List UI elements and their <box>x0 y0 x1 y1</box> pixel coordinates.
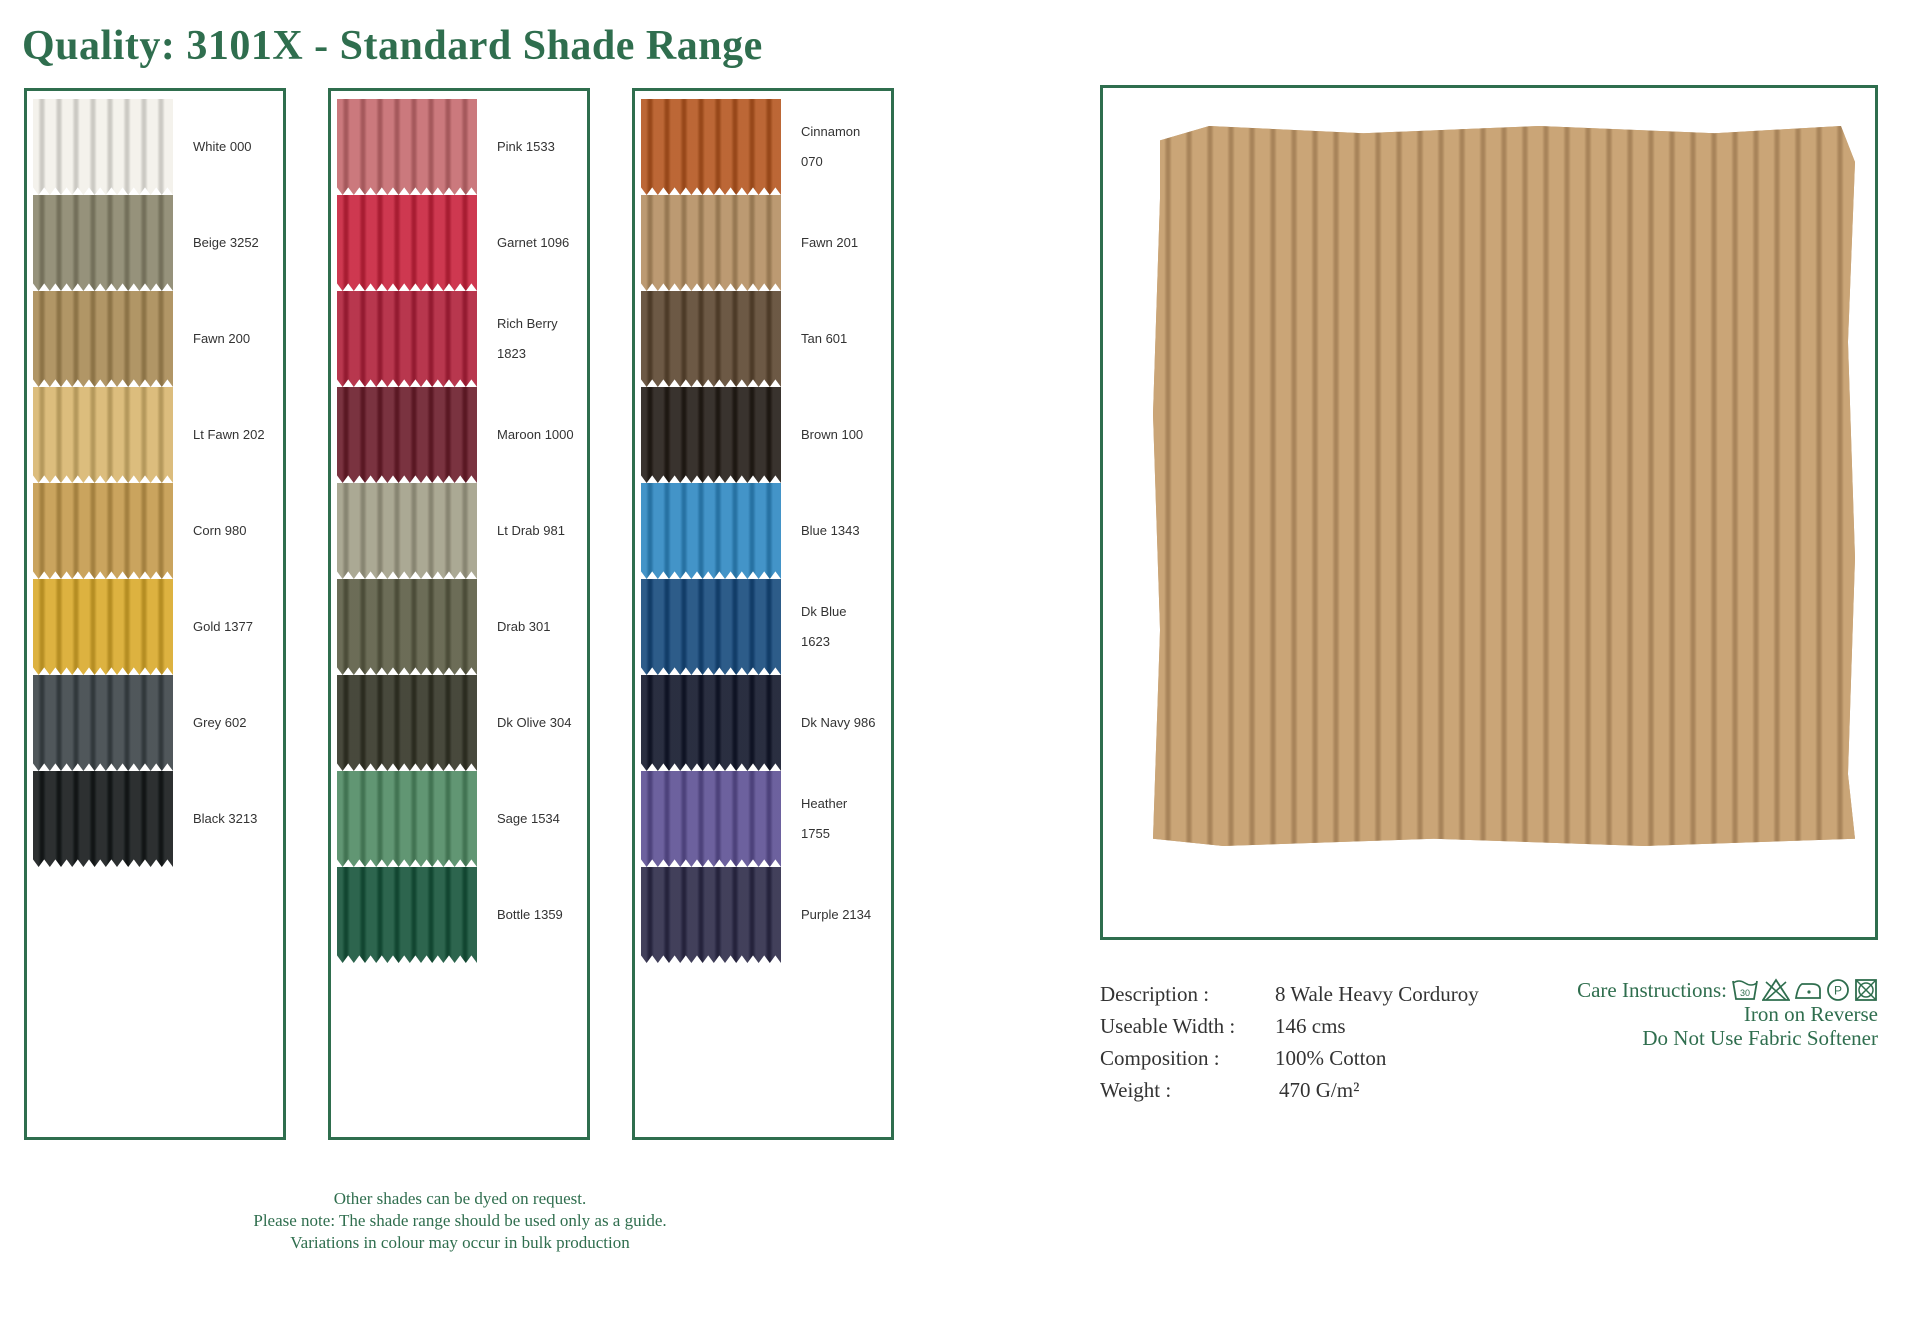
shade-swatch <box>33 387 173 483</box>
shade-swatch <box>33 579 173 675</box>
wash-temp: 30 <box>1739 988 1751 998</box>
shade-swatch <box>641 99 781 195</box>
shade-label: Brown 100 <box>801 427 864 442</box>
spec-key: Weight : <box>1100 1077 1172 1102</box>
shade-swatch <box>337 483 477 579</box>
shade-swatch <box>641 387 781 483</box>
shade-label-row <box>497 387 589 483</box>
swatch-column <box>33 99 175 867</box>
shade-label-row <box>801 675 893 771</box>
shade-swatch <box>33 291 173 387</box>
shade-swatch <box>33 675 173 771</box>
shade-label-row <box>193 195 285 291</box>
spec-key: Useable Width : <box>1100 1013 1236 1038</box>
shade-label: Dk Olive 304 <box>497 715 572 730</box>
shade-label-row <box>801 195 893 291</box>
shade-label: Fawn 200 <box>193 331 251 346</box>
featured-fabric-frame <box>1100 85 1878 940</box>
shade-label: Dk Navy 986 <box>801 715 876 730</box>
shade-label-row <box>497 291 589 387</box>
shade-swatch <box>641 771 781 867</box>
shade-swatch <box>337 195 477 291</box>
shade-swatch <box>641 579 781 675</box>
shade-label-row <box>801 483 893 579</box>
shade-panel-1 <box>24 88 286 1140</box>
shade-label-row <box>497 867 589 963</box>
shade-swatch <box>337 387 477 483</box>
shade-label-row <box>497 195 589 291</box>
shade-label-row <box>193 291 285 387</box>
shade-label-row <box>497 675 589 771</box>
shade-label: Gold 1377 <box>193 619 253 634</box>
shade-swatch <box>337 675 477 771</box>
shade-swatch <box>641 291 781 387</box>
shade-swatch <box>33 483 173 579</box>
care-instructions <box>1548 978 1878 1050</box>
iron-low-icon <box>1794 978 1822 1002</box>
shade-panel-3 <box>632 88 894 1140</box>
shade-label: Sage 1534 <box>497 811 560 826</box>
shade-label: White 000 <box>193 139 252 154</box>
shade-label: Beige 3252 <box>193 235 259 250</box>
shade-label-row <box>193 579 285 675</box>
swatch-column <box>641 99 783 963</box>
spec-row-composition <box>1100 1042 1479 1074</box>
shade-label: Rich Berry 1823 <box>497 316 558 361</box>
shade-label: Corn 980 <box>193 523 247 538</box>
shade-swatch <box>337 99 477 195</box>
shade-label: Fawn 201 <box>801 235 859 250</box>
footnote-line: Other shades can be dyed on request. <box>333 1189 587 1208</box>
care-header <box>1548 978 1878 1002</box>
shade-label: Pink 1533 <box>497 139 555 154</box>
shade-swatch <box>641 195 781 291</box>
shade-label: Garnet 1096 <box>497 235 570 250</box>
shade-label: Heather 1755 <box>801 796 848 841</box>
featured-fabric-swatch <box>1153 126 1855 846</box>
shade-label: Lt Drab 981 <box>497 523 565 538</box>
spec-row-weight <box>1100 1074 1479 1106</box>
care-line: Iron on Reverse <box>1743 1002 1878 1026</box>
spec-key: Composition : <box>1100 1045 1220 1070</box>
shade-label: Dk Blue 1623 <box>801 604 847 649</box>
shade-label-row <box>497 771 589 867</box>
shade-label: Purple 2134 <box>801 907 872 922</box>
shade-swatch <box>33 771 173 867</box>
shade-label-row <box>193 675 285 771</box>
swatch-column <box>337 99 479 963</box>
spec-value: 8 Wale Heavy Corduroy <box>1275 981 1479 1006</box>
shade-swatch <box>33 99 173 195</box>
footnote <box>150 1188 770 1254</box>
shade-label: Lt Fawn 202 <box>193 427 265 442</box>
page-title: Quality: 3101X - Standard Shade Range <box>22 23 763 69</box>
shade-swatch <box>641 483 781 579</box>
spec-row-description <box>1100 978 1479 1010</box>
shade-label: Grey 602 <box>193 715 247 730</box>
spec-row-width <box>1100 1010 1479 1042</box>
shade-label-row <box>193 771 285 867</box>
shade-label: Bottle 1359 <box>497 907 563 922</box>
shade-swatch <box>337 771 477 867</box>
spec-key: Description : <box>1100 981 1210 1006</box>
spec-value: 146 cms <box>1275 1013 1346 1038</box>
dry-clean-letter: P <box>1833 983 1843 998</box>
shade-swatch <box>641 675 781 771</box>
shade-label-row <box>801 579 893 675</box>
shade-swatch <box>337 291 477 387</box>
shade-label: Maroon 1000 <box>497 427 574 442</box>
label-column <box>497 99 589 963</box>
spec-value: 100% Cotton <box>1275 1045 1387 1070</box>
shade-label-row <box>801 99 893 195</box>
shade-label-row <box>801 387 893 483</box>
shade-label: Black 3213 <box>193 811 258 826</box>
care-label: Care Instructions: <box>1577 978 1727 1002</box>
footnote-line: Variations in colour may occur in bulk production <box>290 1233 630 1252</box>
shade-label: Blue 1343 <box>801 523 860 538</box>
shade-panel-2 <box>328 88 590 1140</box>
shade-label-row <box>193 99 285 195</box>
shade-label-row <box>497 483 589 579</box>
shade-label-row <box>801 867 893 963</box>
shade-label-row <box>497 579 589 675</box>
wash-30-icon <box>1732 978 1758 1002</box>
shade-swatch <box>337 579 477 675</box>
shade-swatch <box>337 867 477 963</box>
footnote-line: Please note: The shade range should be used only as a guide. <box>253 1211 667 1230</box>
label-column <box>193 99 285 867</box>
shade-label-row <box>801 291 893 387</box>
spec-table <box>1100 978 1479 1106</box>
shade-swatch <box>33 195 173 291</box>
care-line: Do Not Use Fabric Softener <box>1642 1026 1878 1050</box>
shade-swatch <box>641 867 781 963</box>
shade-label-row <box>801 771 893 867</box>
shade-label: Cinnamon 070 <box>801 124 861 169</box>
shade-label: Drab 301 <box>497 619 551 634</box>
no-bleach-icon <box>1762 978 1790 1002</box>
shade-label-row <box>193 387 285 483</box>
spec-value: 470 G/m² <box>1279 1077 1360 1102</box>
care-icons <box>1732 978 1878 1002</box>
shade-label-row <box>497 99 589 195</box>
label-column <box>801 99 893 963</box>
shade-label: Tan 601 <box>801 331 848 346</box>
no-tumble-dry-icon <box>1854 978 1878 1002</box>
dry-clean-p-icon <box>1826 978 1850 1002</box>
shade-label-row <box>193 483 285 579</box>
